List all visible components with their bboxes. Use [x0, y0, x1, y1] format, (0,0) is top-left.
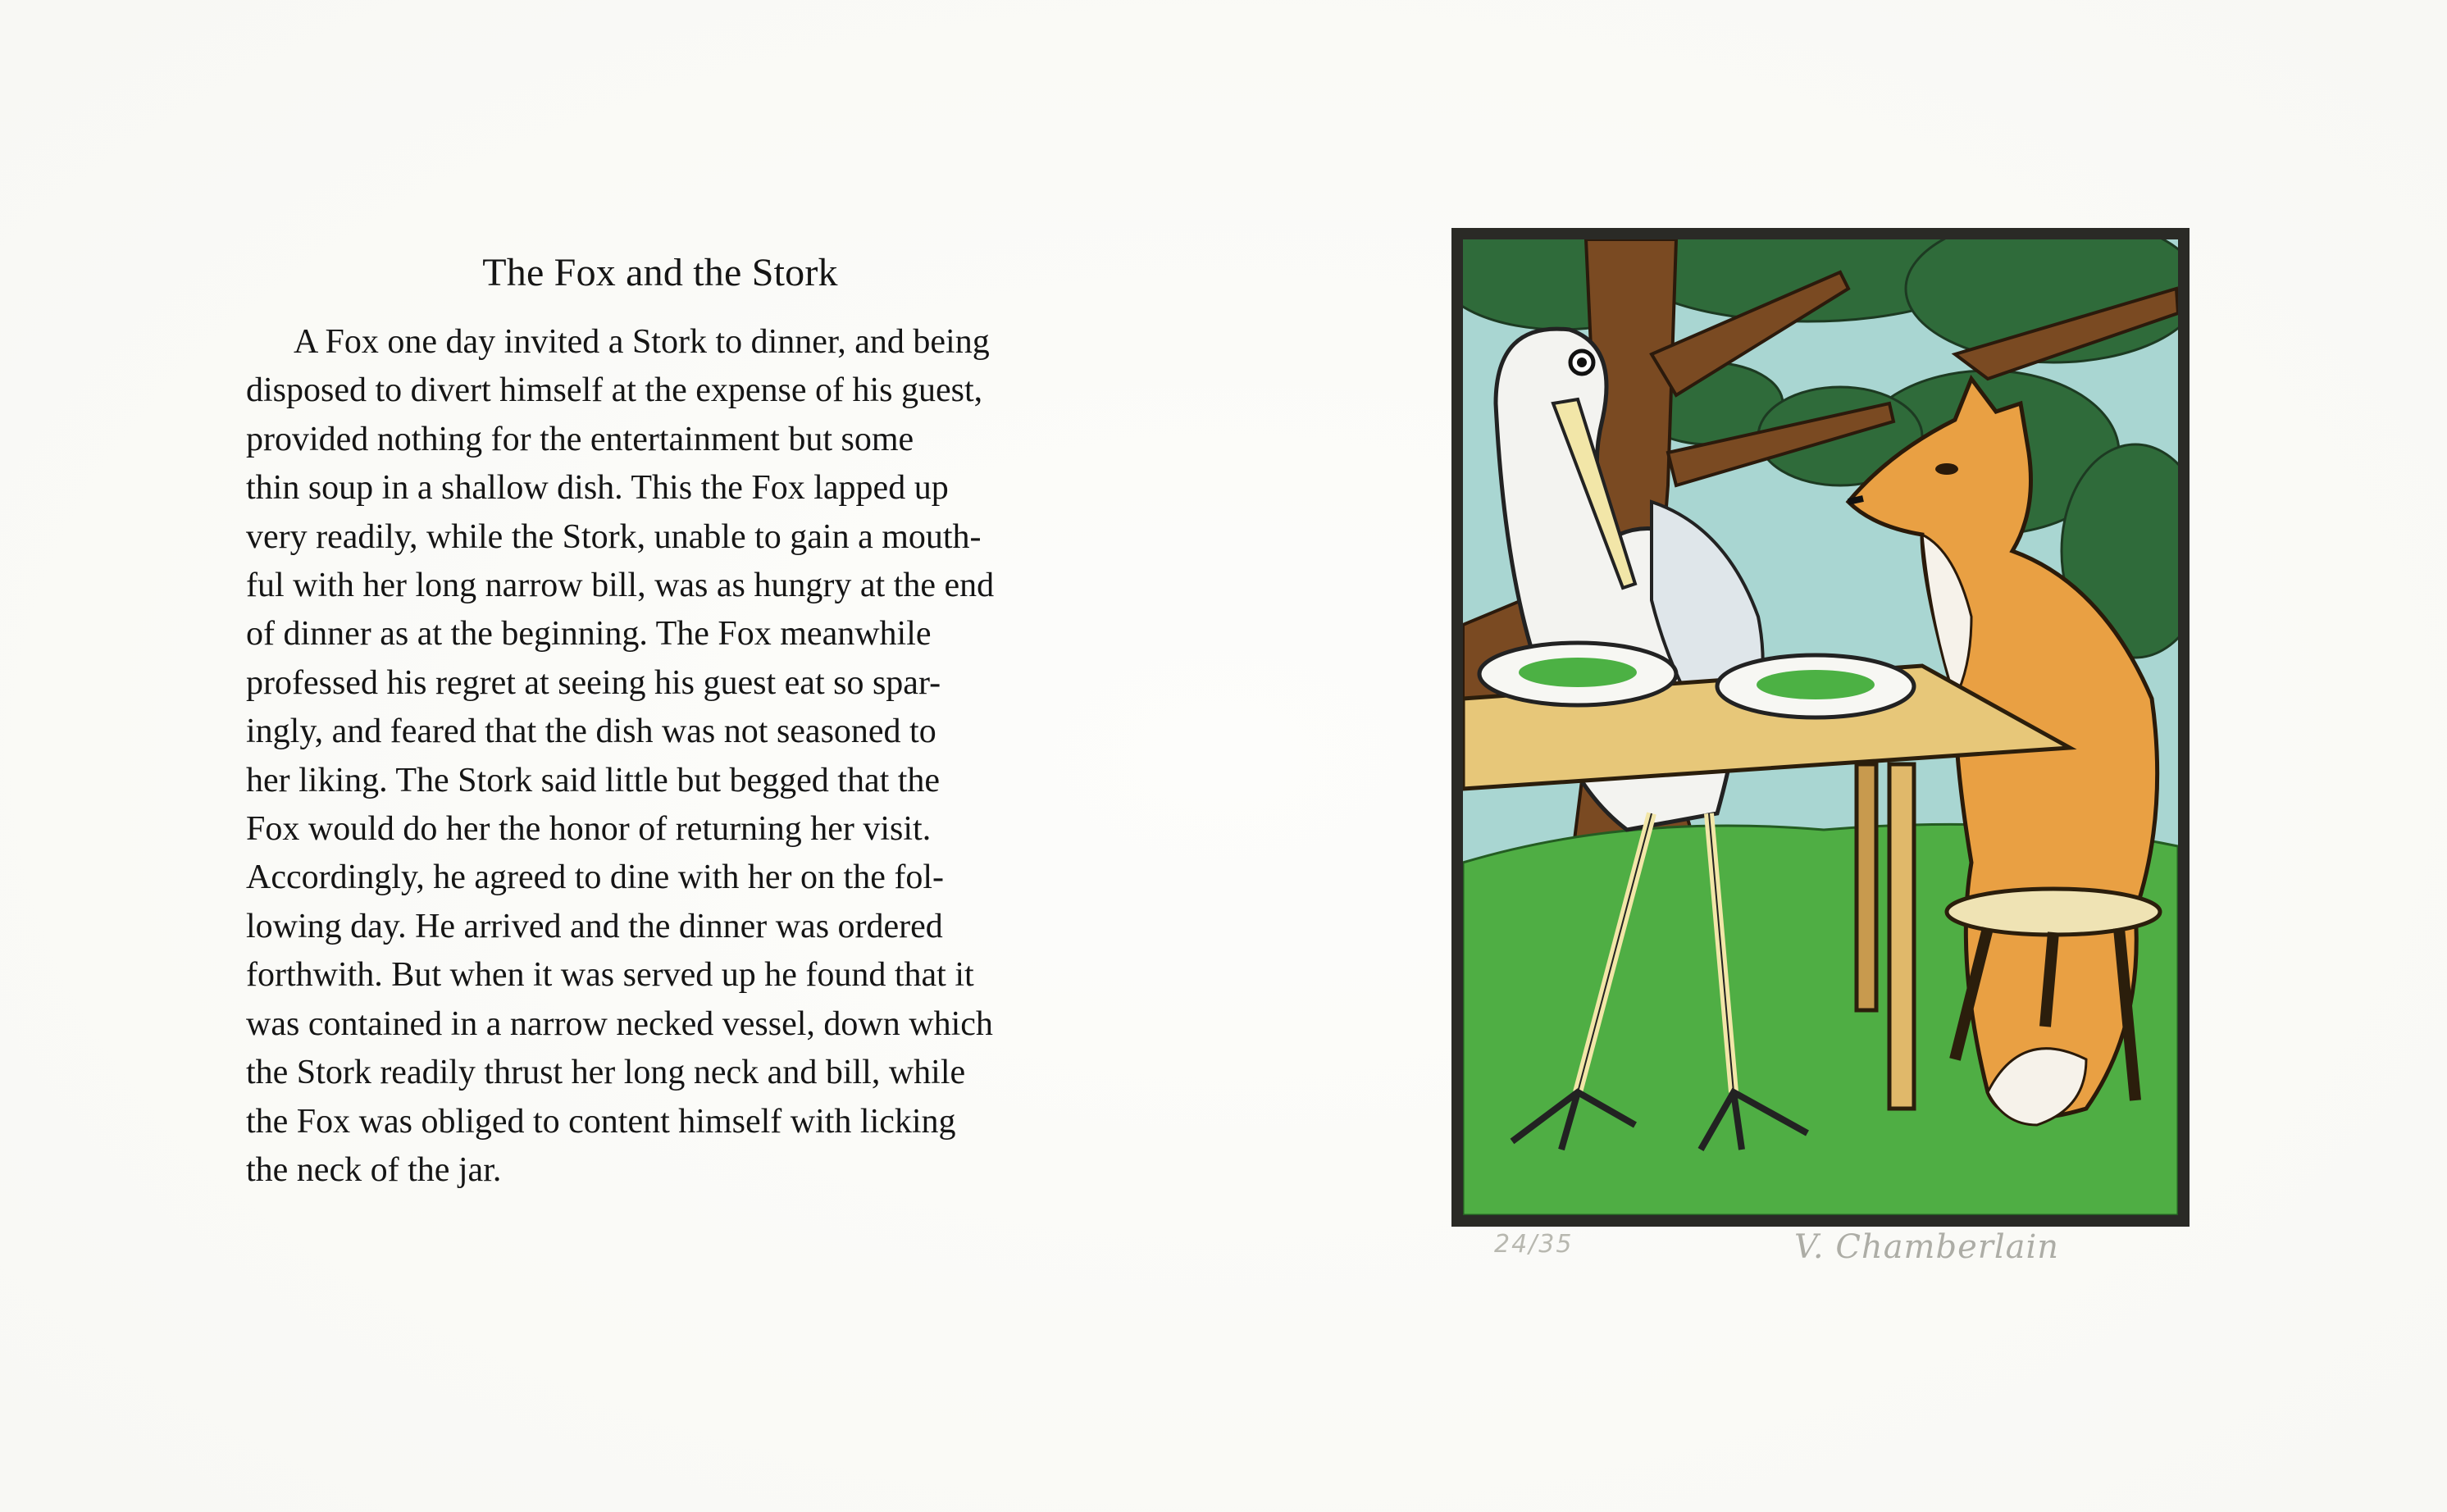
fable-line: A Fox one day invited a Stork to dinner, and being: [294, 323, 990, 361]
fable-line: thin soup in a shallow dish. This the Fox lapped up: [246, 469, 949, 508]
fable-line: ful with her long narrow bill, was as hungry at the end: [246, 567, 995, 605]
fable-line: Accordingly, he agreed to dine with her on the fol-: [246, 858, 944, 897]
fable-line: the Stork readily thrust her long neck and bill, while: [246, 1054, 966, 1092]
fable-line: provided nothing for the entertainment but some: [246, 420, 914, 458]
fable-text-block: [246, 250, 1115, 1195]
fable-line: the Fox was obliged to content himself with licking: [246, 1102, 956, 1141]
fable-body: [246, 318, 1115, 1195]
fable-line: professed his regret at seeing his guest eat so spar-: [246, 663, 941, 702]
fable-line: disposed to divert himself at the expense of his guest,: [246, 371, 983, 410]
edition-number: 24/35: [1494, 1230, 1574, 1259]
fable-line: lowing day. He arrived and the dinner was ordered: [246, 907, 943, 945]
artist-signature: V. Chamberlain: [1794, 1228, 2060, 1266]
fable-line: very readily, while the Stork, unable to gain a mouth-: [246, 517, 982, 556]
fable-line: was contained in a narrow necked vessel, down which: [246, 1004, 993, 1043]
fable-line: ingly, and feared that the dish was not seasoned to: [246, 713, 936, 751]
woodcut-print: [1451, 228, 2190, 1227]
fable-line: of dinner as at the beginning. The Fox meanwhile: [246, 615, 932, 654]
woodcut-illustration: [1463, 239, 2178, 1215]
fable-line: Fox would do her the honor of returning her visit.: [246, 810, 932, 849]
fable-line: her liking. The Stork said little but begged that the: [246, 761, 941, 799]
fable-title: The Fox and the Stork: [482, 251, 838, 294]
fable-line: the neck of the jar.: [246, 1150, 502, 1189]
fable-line: forthwith. But when it was served up he found that it: [246, 956, 974, 995]
